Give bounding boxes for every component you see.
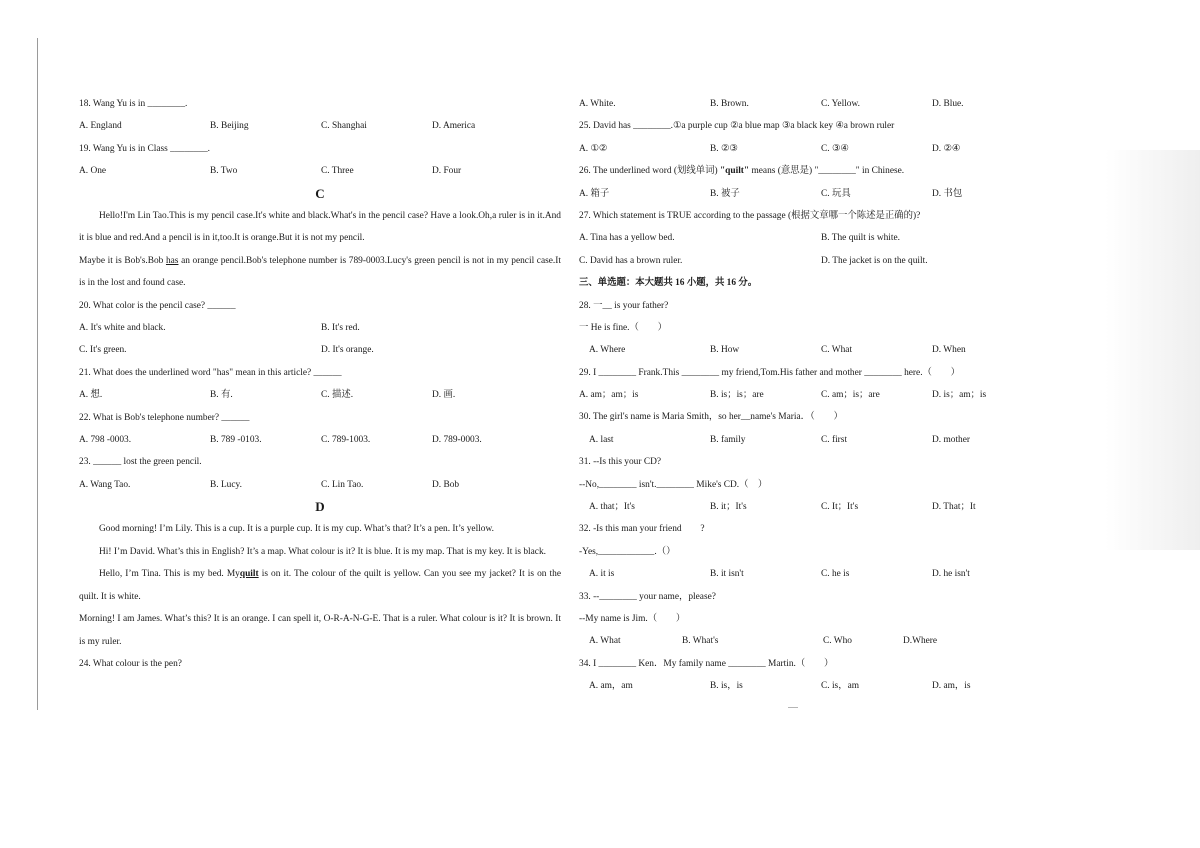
passage-c-paragraph-1: Hello!I'm Lin Tao.This is my pencil case.It's white and black.What's in the pencil case? Have a look.Oh,a ruler is in it.And it is blue and red.And a pencil is in it,too.It is orange.But it is not my pencil. — [79, 210, 561, 244]
option-a[interactable]: A. Wang Tao. — [79, 479, 131, 490]
question-22-options — [79, 429, 561, 451]
question-25-options — [579, 138, 979, 160]
question-22-stem: 22. What is Bob's telephone number? ______ — [79, 412, 250, 423]
section-heading-d: D — [315, 499, 325, 515]
option-d[interactable]: D. is；am；is — [932, 390, 987, 401]
question-27-stem: 27. Which statement is TRUE according to the passage (根据文章哪一个陈述是正确的)? — [579, 210, 921, 221]
question-31-reply: --No,________ isn't.________ Mike's CD.（ ） — [579, 479, 768, 490]
option-a[interactable]: A. 798 -0003. — [79, 434, 132, 445]
option-c[interactable]: C. Yellow. — [821, 99, 860, 109]
option-c[interactable]: C. Who — [823, 636, 852, 647]
question-31-options — [579, 496, 979, 518]
option-c[interactable]: C. he is — [821, 569, 850, 580]
option-b[interactable]: B. 789 -0103. — [210, 434, 262, 445]
question-20-options-row-1 — [79, 317, 561, 339]
option-c[interactable]: C. Lin Tao. — [321, 479, 364, 490]
scan-mark — [788, 707, 798, 708]
question-19-stem: 19. Wang Yu is in Class ________. — [79, 143, 211, 154]
option-d[interactable]: D. am，is — [932, 681, 971, 692]
option-a[interactable]: A. England — [79, 121, 122, 132]
question-24-stem: 24. What colour is the pen? — [79, 658, 182, 669]
option-a[interactable]: A. last — [589, 434, 614, 445]
option-b[interactable]: B. What's — [682, 636, 719, 647]
question-32-reply: -Yes,____________.（） — [579, 546, 676, 557]
question-34-stem: 34. I ________ Ken．My family name ________ Martin.（ ） — [579, 658, 834, 669]
option-d[interactable]: D.Where — [903, 636, 938, 647]
option-d[interactable]: D. The jacket is on the quilt. — [821, 255, 928, 266]
option-b[interactable]: B. is，is — [710, 681, 743, 692]
option-a[interactable]: A. White. — [579, 99, 616, 109]
question-28-reply: 一 He is fine.（ ） — [579, 322, 668, 333]
option-a[interactable]: A. am；am；is — [579, 390, 639, 401]
left-column — [79, 93, 561, 675]
question-26-quoted-word: "quilt" — [719, 166, 750, 177]
question-21-options — [79, 384, 561, 406]
question-30-stem: 30. The girl's name is Maria Smith，so her__name's Maria．（ ） — [579, 412, 843, 423]
question-18-options — [79, 115, 561, 137]
passage-c-text: Maybe it is Bob's.Bob — [79, 255, 166, 266]
option-b[interactable]: B. 有. — [210, 390, 233, 401]
option-b[interactable]: B. ②③ — [710, 143, 738, 154]
question-29-stem: 29. I ________ Frank.This ________ my friend,Tom.His father and mother ________ here.（ ） — [579, 367, 961, 378]
option-d[interactable]: D. It's orange. — [321, 345, 374, 356]
option-c[interactable]: C. ③④ — [821, 143, 849, 154]
option-b[interactable]: B. It's red. — [321, 322, 360, 333]
question-24-options — [579, 93, 979, 115]
question-23-stem: 23. ______ lost the green pencil. — [79, 457, 202, 468]
option-c[interactable]: C. 789-1003. — [321, 434, 371, 445]
passage-c-text: an orange pencil.Bob's telephone number is 789-0003.Lucy's green pencil is not in my pencil case.It is in the lost and found case. — [79, 255, 561, 289]
option-c[interactable]: C. 玩具 — [821, 188, 851, 199]
option-d[interactable]: D. When — [932, 345, 966, 356]
option-a[interactable]: A. One — [79, 166, 107, 177]
option-a[interactable]: A. Tina has a yellow bed. — [579, 233, 675, 244]
option-d[interactable]: D. Four — [432, 166, 462, 177]
option-d[interactable]: D. That；It — [932, 502, 976, 513]
option-b[interactable]: B. Lucy. — [210, 479, 242, 490]
question-26-text: means (意思是) "________" in Chinese. — [749, 166, 905, 177]
question-33-reply: --My name is Jim.（ ） — [579, 613, 686, 624]
passage-c-paragraph-2 — [79, 250, 561, 295]
section-three-heading: 三、单选题：本大题共 16 小题，共 16 分。 — [579, 278, 758, 289]
option-b[interactable]: B. The quilt is white. — [821, 233, 900, 244]
page-margin-rule — [37, 38, 38, 710]
option-a[interactable]: A. am，am — [589, 681, 633, 692]
option-d[interactable]: D. Bob — [432, 479, 460, 490]
option-c[interactable]: C. What — [821, 345, 853, 356]
option-d[interactable]: D. mother — [932, 434, 971, 445]
option-b[interactable]: B. family — [710, 434, 746, 445]
option-a[interactable]: A. 想. — [79, 390, 103, 401]
question-20-options-row-2 — [79, 339, 561, 361]
question-32-stem: 32. -Is this man your friend ? — [579, 524, 705, 535]
option-a[interactable]: A. ①② — [579, 143, 608, 154]
question-33-stem: 33. --________ your name，please? — [579, 591, 716, 602]
option-a[interactable]: A. It's white and black. — [79, 322, 166, 333]
option-c[interactable]: C. 描述. — [321, 390, 354, 401]
question-28-stem: 28. 一__ is your father? — [579, 300, 669, 311]
question-18-stem: 18. Wang Yu is in ________. — [79, 99, 188, 109]
section-heading-c: C — [315, 185, 325, 201]
question-28-options — [579, 339, 979, 361]
option-d[interactable]: D. America — [432, 121, 476, 132]
question-20-stem: 20. What color is the pencil case? ______ — [79, 300, 236, 311]
option-a[interactable]: A. What — [589, 636, 621, 647]
underlined-word-has: has — [165, 255, 179, 266]
passage-d-paragraph-4: Morning! I am James. What’s this? It is an orange. I can spell it, O-R-A-N-G-E. That is a ruler. What colour is it? It is brown. It is my ruler. — [79, 614, 561, 647]
option-b[interactable]: B. Brown. — [710, 99, 749, 109]
question-27-options-row-1 — [579, 227, 979, 249]
option-c[interactable]: C. Three — [321, 166, 354, 177]
question-23-options — [79, 474, 561, 496]
passage-d-paragraph-2: Hi! I’m David. What’s this in English? It’s a map. What colour is it? It is blue. It is my map. That is my key. It is black. — [99, 546, 546, 557]
passage-d-text: is on it. The colour of the quilt is yellow. Can you see my jacket? It is on the quilt. It is white. — [79, 569, 561, 602]
option-c[interactable]: C. first — [821, 434, 848, 445]
question-26-stem — [579, 160, 979, 182]
option-a[interactable]: A. Where — [589, 345, 626, 356]
underlined-word-quilt: quilt — [239, 569, 259, 580]
option-d[interactable]: D. 789-0003. — [432, 434, 482, 445]
option-a[interactable]: A. that；It's — [589, 502, 635, 513]
option-d[interactable]: D. Blue. — [932, 99, 964, 109]
option-b[interactable]: B. it isn't — [710, 569, 744, 580]
question-27-options-row-2 — [579, 250, 979, 272]
question-31-stem: 31. --Is this your CD? — [579, 457, 662, 468]
question-19-options — [79, 160, 561, 182]
passage-d-paragraph-3 — [79, 563, 561, 608]
option-d[interactable]: D. he isn't — [932, 569, 970, 580]
option-d[interactable]: D. ②④ — [932, 143, 961, 154]
right-column — [579, 93, 987, 698]
option-c[interactable]: C. Shanghai — [321, 121, 367, 132]
scan-shadow — [1105, 150, 1200, 550]
option-b[interactable]: B. it；It's — [710, 502, 747, 513]
option-d[interactable]: D. 书包 — [932, 188, 963, 199]
passage-d-text: Hello, I’m Tina. This is my bed. My — [99, 569, 240, 580]
question-26-options — [579, 183, 979, 205]
question-32-options — [579, 563, 979, 585]
option-b[interactable]: B. Beijing — [210, 121, 249, 132]
option-b[interactable]: B. Two — [210, 166, 238, 177]
question-33-options — [579, 630, 979, 652]
option-c[interactable]: C. It；It's — [821, 502, 859, 513]
option-d[interactable]: D. 画. — [432, 390, 456, 401]
question-29-options — [579, 384, 987, 406]
passage-d-paragraph-1: Good morning! I’m Lily. This is a cup. It is a purple cup. It is my cup. What’s that? It’s a pen. It’s yellow. — [99, 524, 494, 535]
option-c[interactable]: C. David has a brown ruler. — [579, 255, 683, 266]
option-c[interactable]: C. am；is；are — [821, 390, 880, 401]
question-30-options — [579, 429, 979, 451]
option-a[interactable]: A. 箱子 — [579, 188, 610, 199]
question-25-stem: 25. David has ________.①a purple cup ②a blue map ③a black key ④a brown ruler — [579, 121, 895, 132]
question-21-stem: 21. What does the underlined word "has" mean in this article? ______ — [79, 367, 342, 378]
option-b[interactable]: B. 被子 — [710, 188, 740, 199]
option-b[interactable]: B. How — [710, 345, 740, 356]
option-c[interactable]: C. It's green. — [79, 345, 127, 356]
option-a[interactable]: A. it is — [589, 569, 615, 580]
question-26-text: 26. The underlined word (划线单词) — [579, 166, 720, 177]
question-34-options — [579, 675, 979, 697]
option-c[interactable]: C. is，am — [821, 681, 860, 692]
option-b[interactable]: B. is；is；are — [710, 390, 764, 401]
